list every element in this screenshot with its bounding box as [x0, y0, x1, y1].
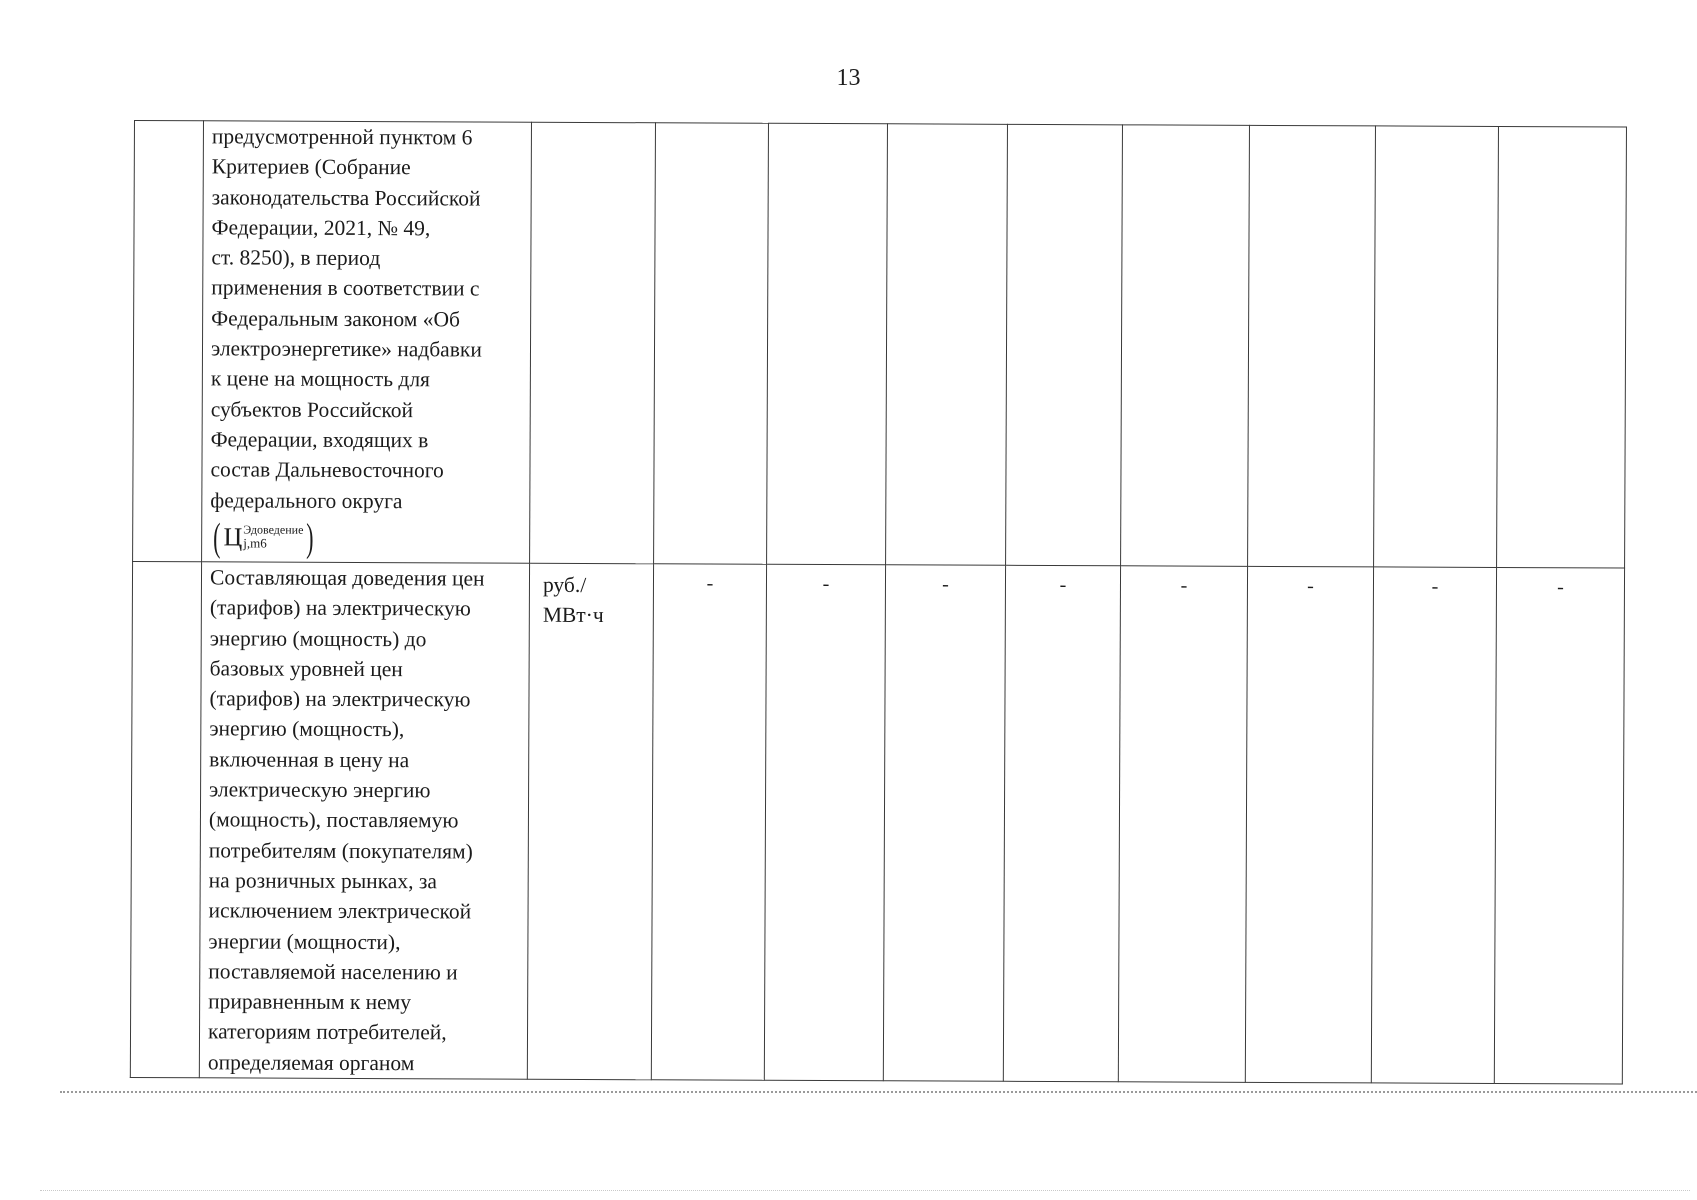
- description-line: состав Дальневосточного: [210, 457, 444, 483]
- description-line: энергию (мощность),: [209, 716, 405, 742]
- value-cell: [1121, 125, 1250, 567]
- description-line: на розничных рынках, за: [208, 868, 437, 894]
- description-line: Критериев (Собрание: [211, 154, 411, 180]
- description-line: энергию (мощность) до: [209, 625, 427, 651]
- value-cell: -: [651, 564, 766, 1081]
- value-cell: [767, 123, 888, 565]
- value-cell: -: [1003, 565, 1120, 1082]
- description-line: исключением электрической: [208, 898, 472, 924]
- table-row: [133, 121, 1627, 569]
- description-line: к цене на мощность для: [210, 366, 431, 392]
- value-cell: -: [1494, 567, 1624, 1084]
- scan-artifact-line: [40, 1190, 1690, 1191]
- description-line: категориям потребителей,: [207, 1019, 447, 1045]
- value-cell: -: [1371, 567, 1496, 1084]
- description-line: (тарифов) на электрическую: [209, 686, 471, 712]
- formula-open-paren: (: [213, 514, 221, 560]
- value-cell: [654, 123, 769, 564]
- description-line: применения в соответствии с: [211, 275, 480, 301]
- description-line: определяемая органом: [207, 1050, 415, 1075]
- description-line: ст. 8250), в период: [211, 245, 381, 271]
- page-number: 13: [836, 65, 861, 91]
- description-cell: [202, 121, 532, 563]
- row-number-cell: [130, 561, 201, 1077]
- description-line: Федерации, 2021, № 49,: [211, 215, 431, 241]
- formula-main-symbol: Ц: [223, 522, 243, 552]
- formula-superscript: Эдоведение: [243, 522, 304, 538]
- value-cell: -: [1118, 566, 1247, 1083]
- unit-line: МВт·ч: [542, 603, 604, 628]
- description-cell: [199, 562, 529, 1079]
- description-line: Составляющая доведения цен: [209, 565, 485, 591]
- row-number-cell: [133, 121, 204, 562]
- description-line: электроэнергетике» надбавки: [210, 336, 482, 362]
- formula-symbol: [223, 522, 303, 552]
- description-line: Федеральным законом «Об: [211, 306, 461, 332]
- scan-artifact-line: [60, 1091, 1697, 1093]
- unit-line: руб./: [542, 572, 587, 597]
- unit-cell: [527, 563, 653, 1080]
- table-row: [130, 561, 1624, 1084]
- formula-scripts: [243, 524, 303, 551]
- value-cell: [1497, 126, 1627, 568]
- description-line: субъектов Российской: [210, 397, 414, 422]
- description-line: электрическую энергию: [209, 777, 431, 803]
- value-cell: [1374, 126, 1499, 568]
- description-line: (мощность), поставляемую: [208, 807, 459, 833]
- description-line: федерального округа: [210, 487, 403, 513]
- description-line: энергии (мощности),: [208, 928, 401, 954]
- description-line: поставляемой населению и: [208, 959, 458, 985]
- description-line: (тарифов) на электрическую: [209, 595, 471, 621]
- formula-close-paren: ): [306, 514, 314, 560]
- unit-cell: [530, 122, 656, 564]
- value-cell: -: [883, 565, 1005, 1082]
- tariff-table: [130, 120, 1627, 1085]
- description-line: приравненным к нему: [208, 989, 412, 1015]
- value-cell: [886, 124, 1008, 566]
- price-formula: [210, 514, 317, 560]
- description-line: законодательства Российской: [211, 184, 481, 211]
- description-line: Федерации, входящих в: [210, 427, 429, 453]
- description-line: включенная в цену на: [209, 747, 410, 772]
- description-line: предусмотренной пунктом 6: [211, 124, 473, 150]
- value-cell: -: [1245, 566, 1373, 1083]
- value-cell: -: [764, 564, 885, 1081]
- formula-subscript: j,m6: [243, 535, 267, 551]
- value-cell: [1006, 124, 1123, 565]
- value-cell: [1248, 125, 1376, 567]
- description-line: базовых уровней цен: [209, 656, 403, 682]
- description-line: потребителям (покупателям): [208, 838, 473, 864]
